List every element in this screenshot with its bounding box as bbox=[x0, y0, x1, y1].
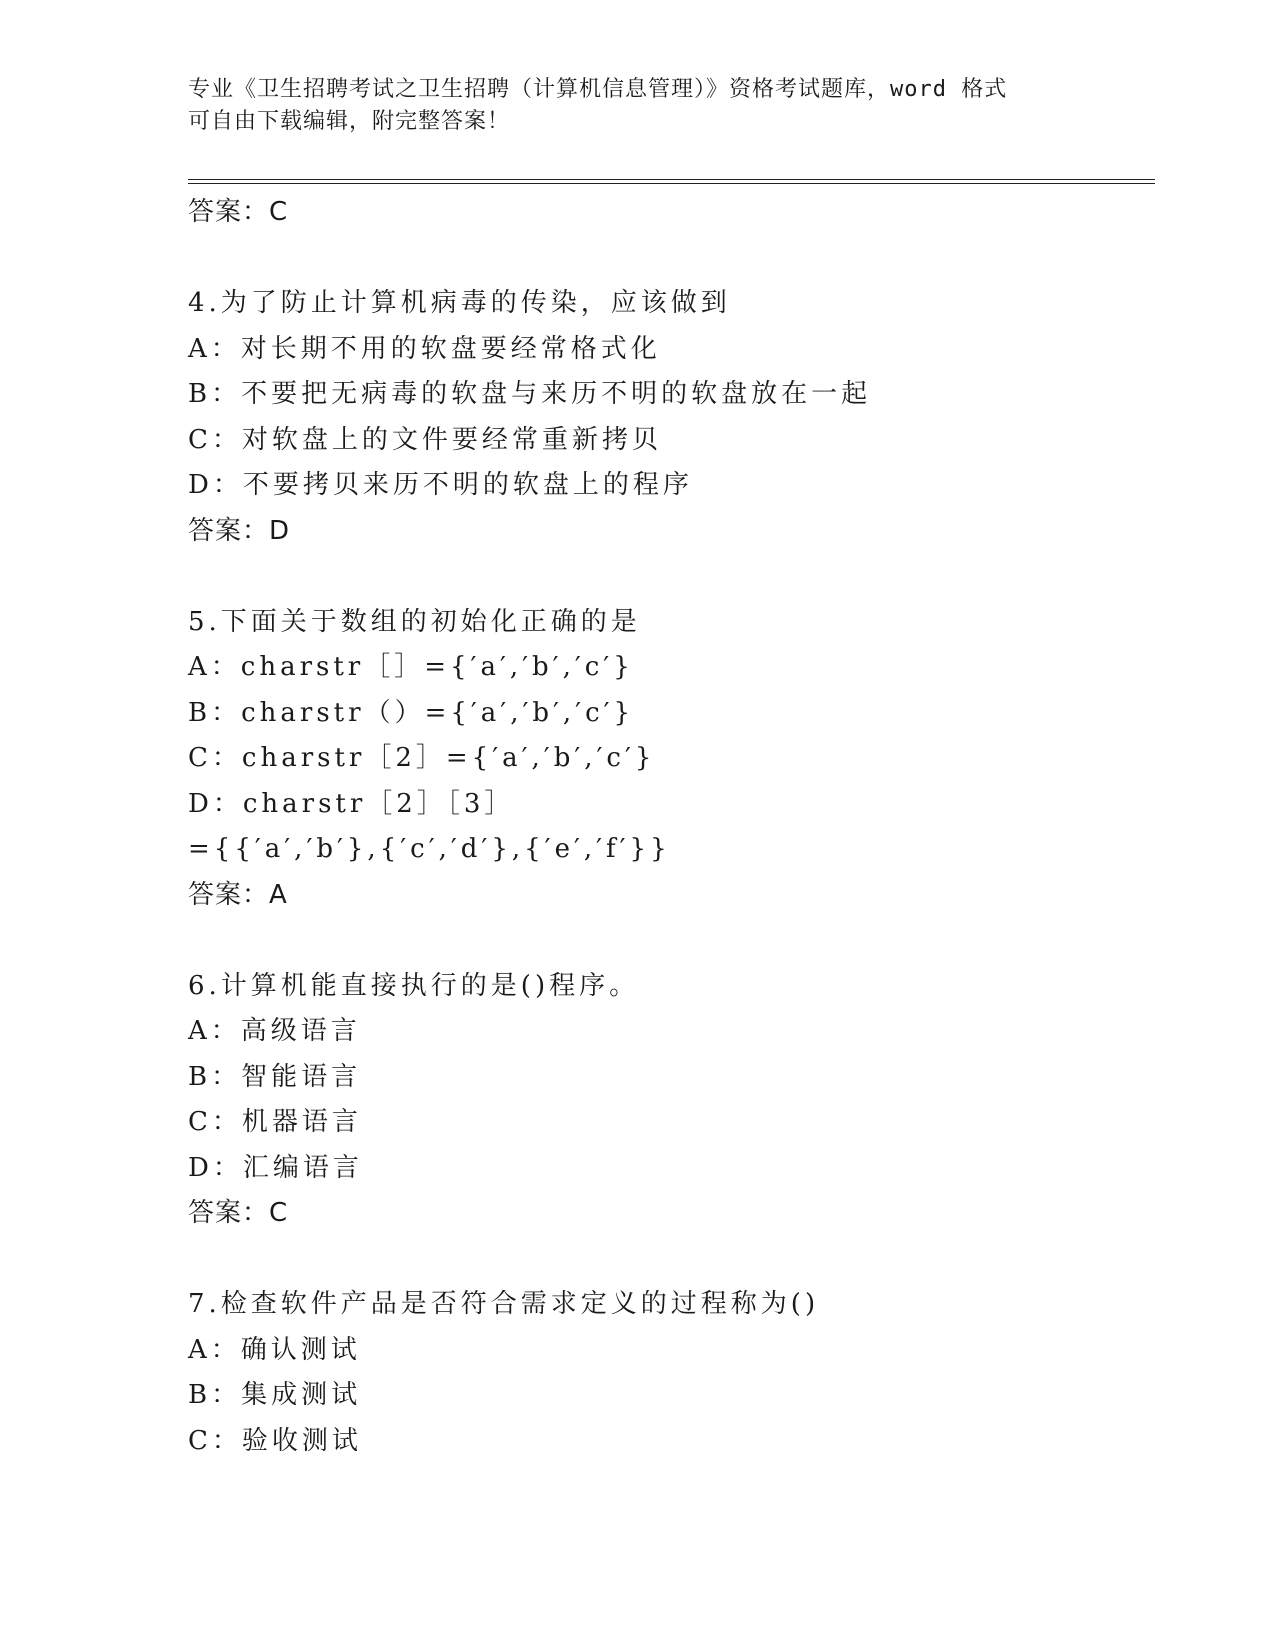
answer-line: 答案：D bbox=[188, 515, 291, 546]
option-d: D：汇编语言 bbox=[188, 1152, 363, 1183]
question-block bbox=[188, 600, 1148, 919]
question-block bbox=[188, 1282, 1148, 1464]
option-a: A：charstr［］={′a′,′b′,′c′} bbox=[188, 652, 634, 682]
option-b: B：不要把无病毒的软盘与来历不明的软盘放在一起 bbox=[188, 379, 872, 409]
answer-line: 答案：C bbox=[188, 1198, 289, 1228]
answer-line: 答案：C bbox=[188, 197, 289, 227]
question-block bbox=[188, 964, 1148, 1237]
option-c: C：机器语言 bbox=[188, 1107, 362, 1137]
option-d: D：不要拷贝来历不明的软盘上的程序 bbox=[188, 470, 693, 500]
page-header bbox=[188, 74, 1088, 138]
header-line-1: 专业《卫生招聘考试之卫生招聘（计算机信息管理）》资格考试题库，word 格式 bbox=[188, 77, 1008, 102]
option-b: B：智能语言 bbox=[188, 1061, 362, 1092]
spacer bbox=[188, 918, 1148, 964]
option-a: A：确认测试 bbox=[188, 1334, 361, 1365]
option-a: A：对长期不用的软盘要经常格式化 bbox=[188, 333, 661, 364]
spacer bbox=[188, 1237, 1148, 1283]
option-b: B：charstr（）={′a′,′b′,′c′} bbox=[188, 697, 635, 728]
option-c: C：对软盘上的文件要经常重新拷贝 bbox=[188, 424, 662, 455]
question-list bbox=[188, 190, 1148, 1464]
option-d-continued: ={{′a′,′b′},{′c′,′d′},{′e′,′f′}} bbox=[188, 834, 671, 864]
header-line-2: 可自由下载编辑，附完整答案！ bbox=[188, 109, 511, 134]
question-stem: 7.检查软件产品是否符合需求定义的过程称为() bbox=[188, 1289, 820, 1319]
option-d: D：charstr［2］［3］ bbox=[188, 788, 515, 819]
question-stem: 6.计算机能直接执行的是()程序。 bbox=[188, 970, 640, 1001]
option-a: A：高级语言 bbox=[188, 1016, 361, 1046]
spacer bbox=[188, 236, 1148, 282]
option-c: C：charstr［2］={′a′,′b′,′c′} bbox=[188, 743, 656, 773]
answer-line: 答案：A bbox=[188, 879, 288, 910]
spacer bbox=[188, 554, 1148, 600]
option-b: B：集成测试 bbox=[188, 1380, 362, 1410]
option-c: C：验收测试 bbox=[188, 1425, 362, 1456]
question-stem: 4.为了防止计算机病毒的传染，应该做到 bbox=[188, 288, 731, 318]
question-block bbox=[188, 281, 1148, 554]
header-divider bbox=[188, 179, 1155, 184]
question-stem: 5.下面关于数组的初始化正确的是 bbox=[188, 606, 641, 637]
